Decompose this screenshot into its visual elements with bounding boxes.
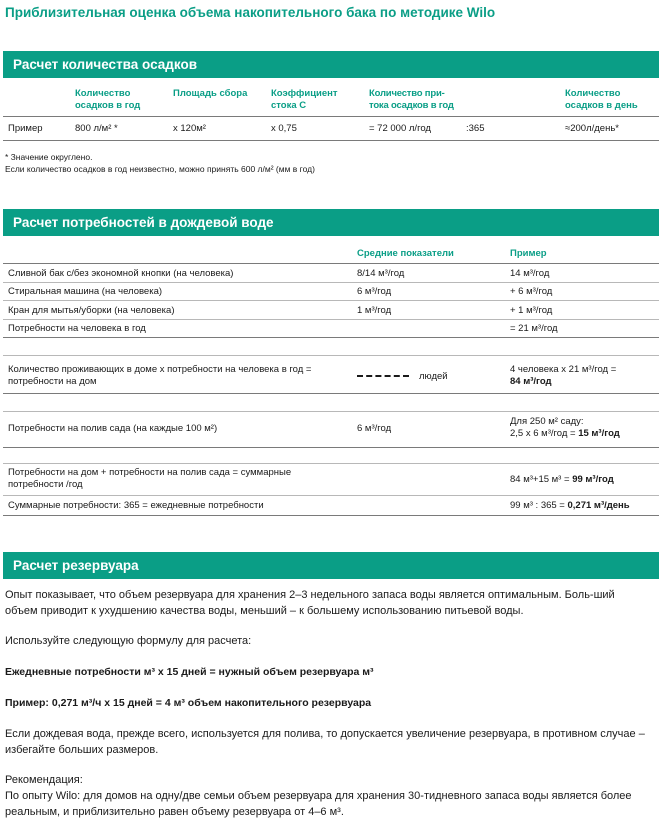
garden-avg: 6 м³/год [357, 423, 392, 434]
household-people-input: людей [357, 371, 448, 383]
total-label: Потребности на дом + потребности на полив сада = суммарные потребности /год [8, 467, 292, 490]
total-example: 84 м³+15 м³ = 99 м³/год [510, 474, 614, 485]
paragraph-irrigation: Если дождевая вода, прежде всего, используется для полива, то допускается увеличение резервуара, в противном случае – избегайте больших размеров. [5, 728, 645, 756]
demand-row-label: Потребности на человека в год [8, 323, 146, 334]
demand-row-example: 14 м³/год [510, 268, 550, 279]
garden-example: Для 250 м² саду: 2,5 х 6 м³/год = 15 м³/год [510, 416, 620, 439]
household-example: 4 человека х 21 м³/год = 84 м³/год [510, 364, 617, 387]
garden-label: Потребности на полив сада (на каждые 100 м²) [8, 423, 218, 434]
divider [3, 515, 659, 516]
header-example: Пример [510, 248, 547, 259]
divider [3, 447, 659, 448]
divider [3, 495, 659, 496]
blank-line [357, 375, 409, 377]
divider [3, 337, 659, 338]
value-collection-area: х 120м² [173, 123, 206, 134]
header-daily-rain: Количество осадков в день [565, 88, 638, 111]
household-label: Количество проживающих в доме х потребности на человека в год = потребности на дом [8, 364, 312, 387]
demand-row-avg: 1 м³/год [357, 305, 392, 316]
demand-row-example: = 21 м³/год [510, 323, 558, 334]
divider [3, 140, 659, 141]
demand-row-example: + 1 м³/год [510, 305, 553, 316]
value-daily-rain: ≈200л/день* [565, 123, 619, 134]
demand-row-avg: 8/14 м³/год [357, 268, 405, 279]
section-banner-demand: Расчет потребностей в дождевой воде [3, 209, 659, 236]
recommendation-title: Рекомендация: [5, 774, 83, 786]
daily-label: Суммарные потребности: 365 = ежедневные потребности [8, 500, 264, 511]
formula-example: Пример: 0,271 м³/ч х 15 дней = 4 м³ объем накопительного резервуара [5, 697, 372, 709]
divider [3, 463, 659, 464]
demand-row-avg: 6 м³/год [357, 286, 392, 297]
demand-row-label: Кран для мытья/уборки (на человека) [8, 305, 175, 316]
demand-row-label: Сливной бак с/без экономной кнопки (на человека) [8, 268, 234, 279]
note-rounded: * Значение округлено. [5, 152, 93, 162]
divider [3, 355, 659, 356]
header-annual-inflow: Количество при- тока осадков в год [369, 88, 454, 111]
value-annual-rain: 800 л/м² * [75, 123, 118, 134]
section-banner-precipitation: Расчет количества осадков [3, 51, 659, 78]
header-collection-area: Площадь сбора [173, 88, 248, 99]
divider [3, 393, 659, 394]
page-title: Приблизительная оценка объема накопительного бака по методике Wilo [5, 5, 496, 20]
section-banner-tank: Расчет резервуара [3, 552, 659, 579]
paragraph-experience: Опыт показывает, что объем резервуара для хранения 2–3 недельного запаса воды является оптимальным. Боль-ший объем приводит к ухудшению качества воды, меньший – к большему использованию питьевой воды. [5, 589, 615, 617]
note-default-rain: Если количество осадков в год неизвестно, можно принять 600 л/м² (мм в год) [5, 164, 315, 174]
recommendation-text: По опыту Wilo: для домов на одну/две семьи объем резервуара для хранения 30-тидневного запаса воды является более реальным, и приблизительно равен объему резервуара от 4–6 м³. [5, 790, 632, 818]
header-average-values: Средние показатели [357, 248, 454, 259]
value-annual-inflow: = 72 000 л/год [369, 123, 431, 134]
daily-example: 99 м³ : 365 = 0,271 м³/день [510, 500, 630, 511]
demand-row-example: + 6 м³/год [510, 286, 553, 297]
header-annual-rain: Количество осадков в год [75, 88, 141, 111]
header-runoff-coef: Коэффициент стока С [271, 88, 338, 111]
divider [3, 263, 659, 264]
divider [3, 300, 659, 301]
formula-text: Ежедневные потребности м³ х 15 дней = нужный объем резервуара м³ [5, 666, 374, 678]
row-label-example: Пример [8, 123, 43, 134]
paragraph-formula-intro: Используйте следующую формулу для расчета: [5, 635, 252, 647]
divider [3, 319, 659, 320]
demand-row-label: Стиральная машина (на человека) [8, 286, 163, 297]
value-divider-365: :365 [466, 123, 485, 134]
divider [3, 282, 659, 283]
divider [3, 411, 659, 412]
value-runoff-coef: х 0,75 [271, 123, 297, 134]
divider [3, 116, 659, 117]
